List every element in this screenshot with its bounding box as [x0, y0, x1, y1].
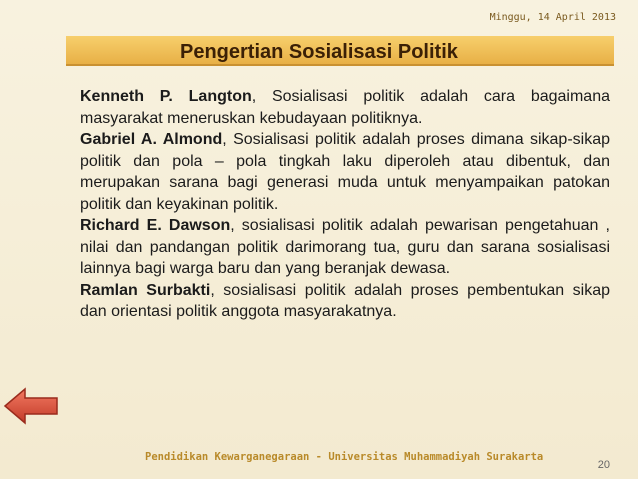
left-arrow-icon: [3, 386, 59, 426]
definitions-list: [80, 86, 610, 323]
page-number: 20: [597, 459, 610, 471]
author-name: Kenneth P. Langton: [80, 88, 252, 105]
definition-text: [80, 86, 610, 129]
author-name: Richard E. Dawson: [80, 217, 231, 234]
page-title: Pengertian Sosialisasi Politik: [180, 41, 458, 63]
definition-text: [80, 280, 610, 323]
definition-body: , sosialisasi politik adalah pewarisan pengetahuan , nilai dan pandangan politik darimorang tua, guru dan sarana sosialisasi lainnya bagi warga baru dan yang beranjak dewasa.: [80, 217, 610, 277]
list-item: [80, 215, 610, 280]
footer-text: Pendidikan Kewarganegaraan - Universitas Muhammadiyah Surakarta: [145, 451, 544, 463]
definition-body: , sosialisasi politik adalah proses pembentukan sikap dan orientasi politik anggota masyarakatnya.: [80, 281, 610, 320]
back-button[interactable]: [3, 386, 59, 426]
date-label: Minggu, 14 April 2013: [489, 12, 616, 23]
author-name: Gabriel A. Almond: [80, 131, 223, 148]
definition-text: [80, 129, 610, 215]
list-item: [80, 280, 610, 323]
list-item: [80, 129, 610, 215]
author-name: Ramlan Surbakti: [80, 281, 211, 299]
definition-body: , Sosialisasi politik adalah proses dimana sikap-sikap politik dan pola – pola tingkah laku diperoleh atau dibentuk, dan merupakan sarana bagi generasi muda untuk menyampaikan patokan politik dan keyakinan politik.: [80, 131, 611, 213]
definition-text: [80, 215, 610, 280]
list-item: [80, 86, 610, 129]
definition-body: , Sosialisasi politik adalah cara bagaimana masyarakat meneruskan kebudayaan politiknya.: [80, 88, 610, 127]
